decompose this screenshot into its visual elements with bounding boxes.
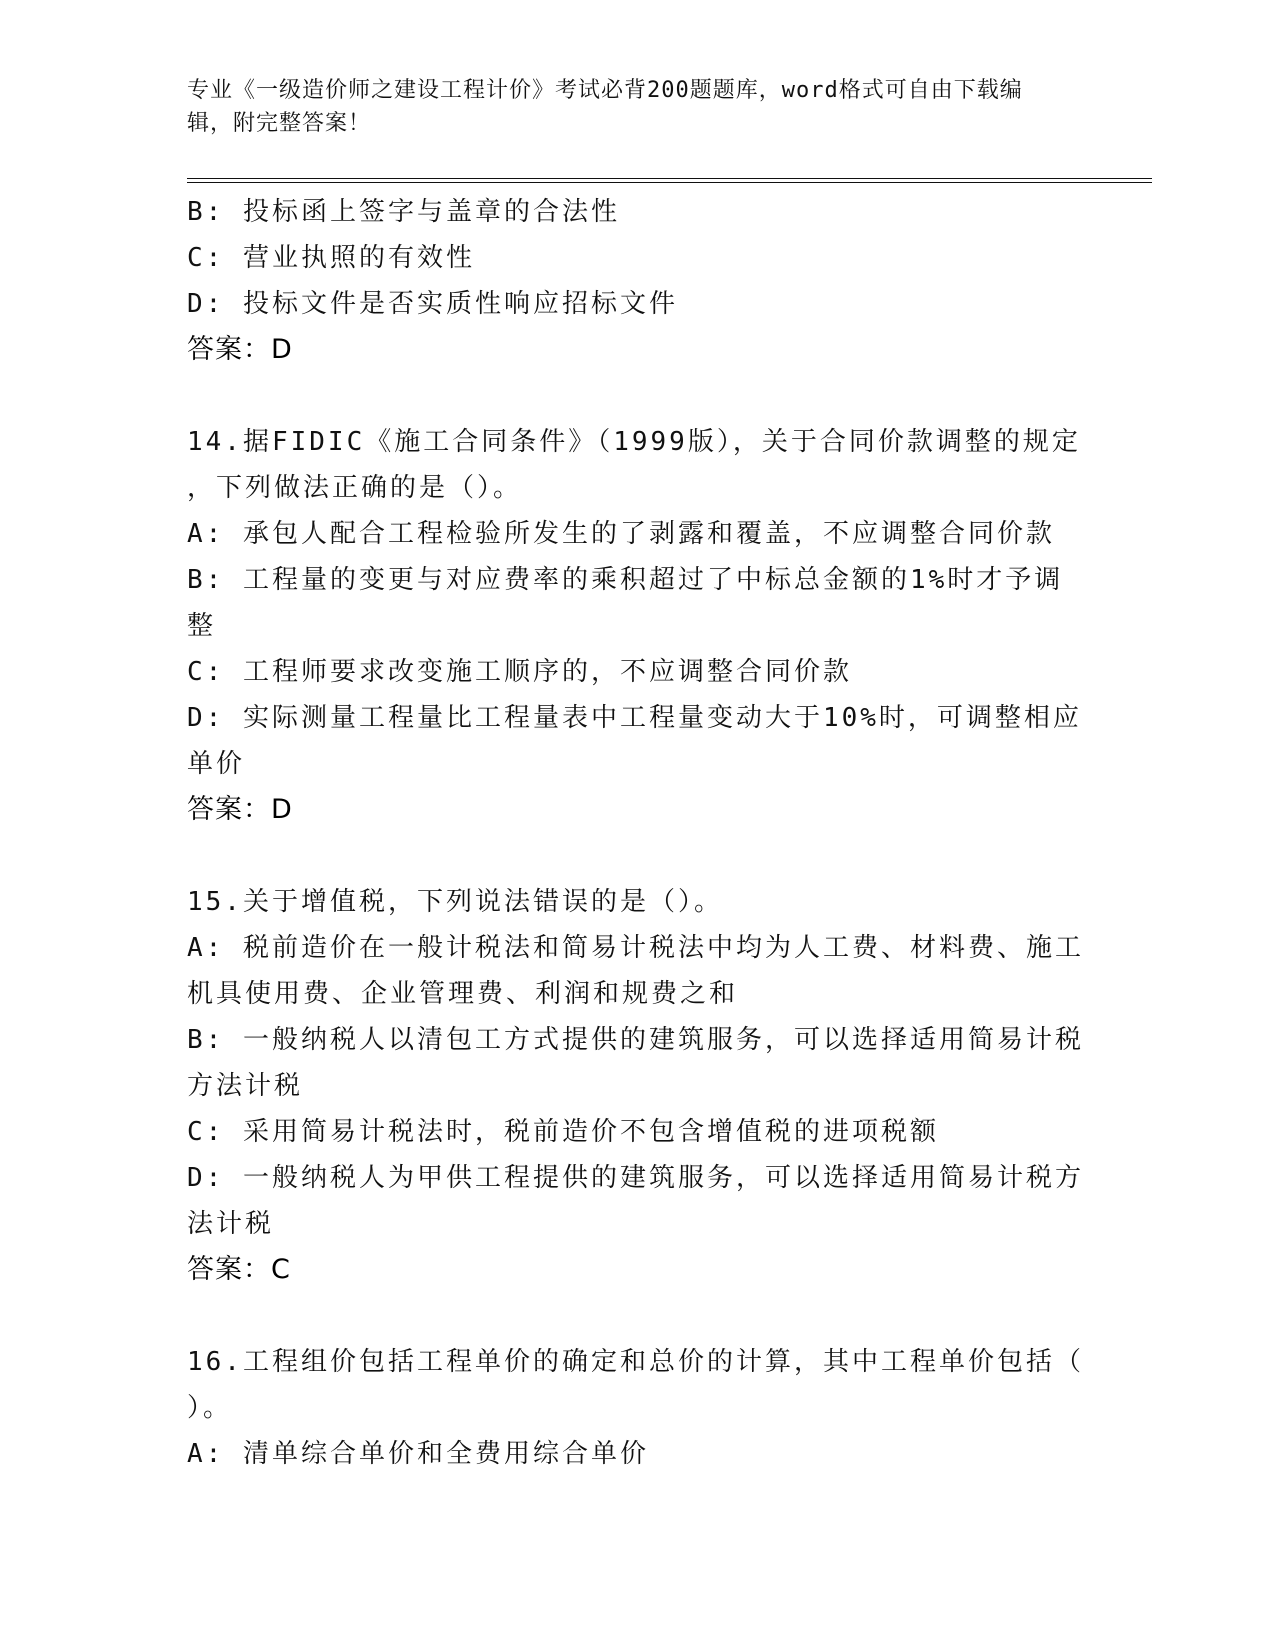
q15-option-c: C: 采用简易计税法时，税前造价不包含增值税的进项税额 [187, 1117, 939, 1147]
q15-option-a-line-2: 机具使用费、企业管理费、利润和规费之和 [187, 979, 739, 1009]
document-header: 专业《一级造价师之建设工程计价》考试必背200题题库，word格式可自由下载编辑，附完整答案！ [187, 78, 1023, 136]
q14-answer: 答案：D [187, 794, 293, 825]
q15-stem: 15.关于增值税，下列说法错误的是（）。 [187, 887, 723, 917]
spacer [187, 1293, 1087, 1339]
q15-option-b-line-2: 方法计税 [187, 1071, 304, 1101]
question-list [187, 189, 1087, 1477]
header-rule-top [187, 178, 1152, 179]
spacer [187, 373, 1087, 419]
spacer [187, 833, 1087, 879]
q14-option-b-line-1: B: 工程量的变更与对应费率的乘积超过了中标总金额的1%时才予调 [187, 565, 1064, 595]
q13-answer: 答案：D [187, 334, 293, 365]
q16-option-a: A: 清单综合单价和全费用综合单价 [187, 1439, 649, 1469]
q15-option-a-line-1: A: 税前造价在一般计税法和简易计税法中均为人工费、材料费、施工 [187, 933, 1084, 963]
question-15 [187, 879, 1087, 1293]
q14-option-c: C: 工程师要求改变施工顺序的，不应调整合同价款 [187, 657, 852, 687]
q14-option-a: A: 承包人配合工程检验所发生的了剥露和覆盖，不应调整合同价款 [187, 519, 1055, 549]
q15-option-d-line-1: D: 一般纳税人为甲供工程提供的建筑服务，可以选择适用简易计税方 [187, 1163, 1084, 1193]
q14-stem-line-2: ，下列做法正确的是（）。 [187, 473, 523, 503]
q14-option-d-line-2: 单价 [187, 749, 246, 779]
q16-stem-line-1: 16.工程组价包括工程单价的确定和总价的计算，其中工程单价包括（ [187, 1347, 1084, 1377]
q15-option-b-line-1: B: 一般纳税人以清包工方式提供的建筑服务，可以选择适用简易计税 [187, 1025, 1084, 1055]
header-rule-bottom [187, 182, 1152, 183]
q14-option-d-line-1: D: 实际测量工程量比工程量表中工程量变动大于10%时，可调整相应 [187, 703, 1082, 733]
q15-option-d-line-2: 法计税 [187, 1209, 275, 1239]
q14-stem-line-1: 14.据FIDIC《施工合同条件》（1999版），关于合同价款调整的规定 [187, 427, 1081, 457]
q13-option-c: C: 营业执照的有效性 [187, 243, 475, 273]
q13-option-b: B: 投标函上签字与盖章的合法性 [187, 197, 620, 227]
q13-option-d: D: 投标文件是否实质性响应招标文件 [187, 289, 678, 319]
q15-answer: 答案：C [187, 1254, 291, 1285]
question-16 [187, 1339, 1087, 1477]
q16-stem-line-2: ）。 [187, 1393, 233, 1423]
question-14 [187, 419, 1087, 833]
q14-option-b-line-2: 整 [187, 611, 217, 641]
question-13 [187, 189, 1087, 373]
